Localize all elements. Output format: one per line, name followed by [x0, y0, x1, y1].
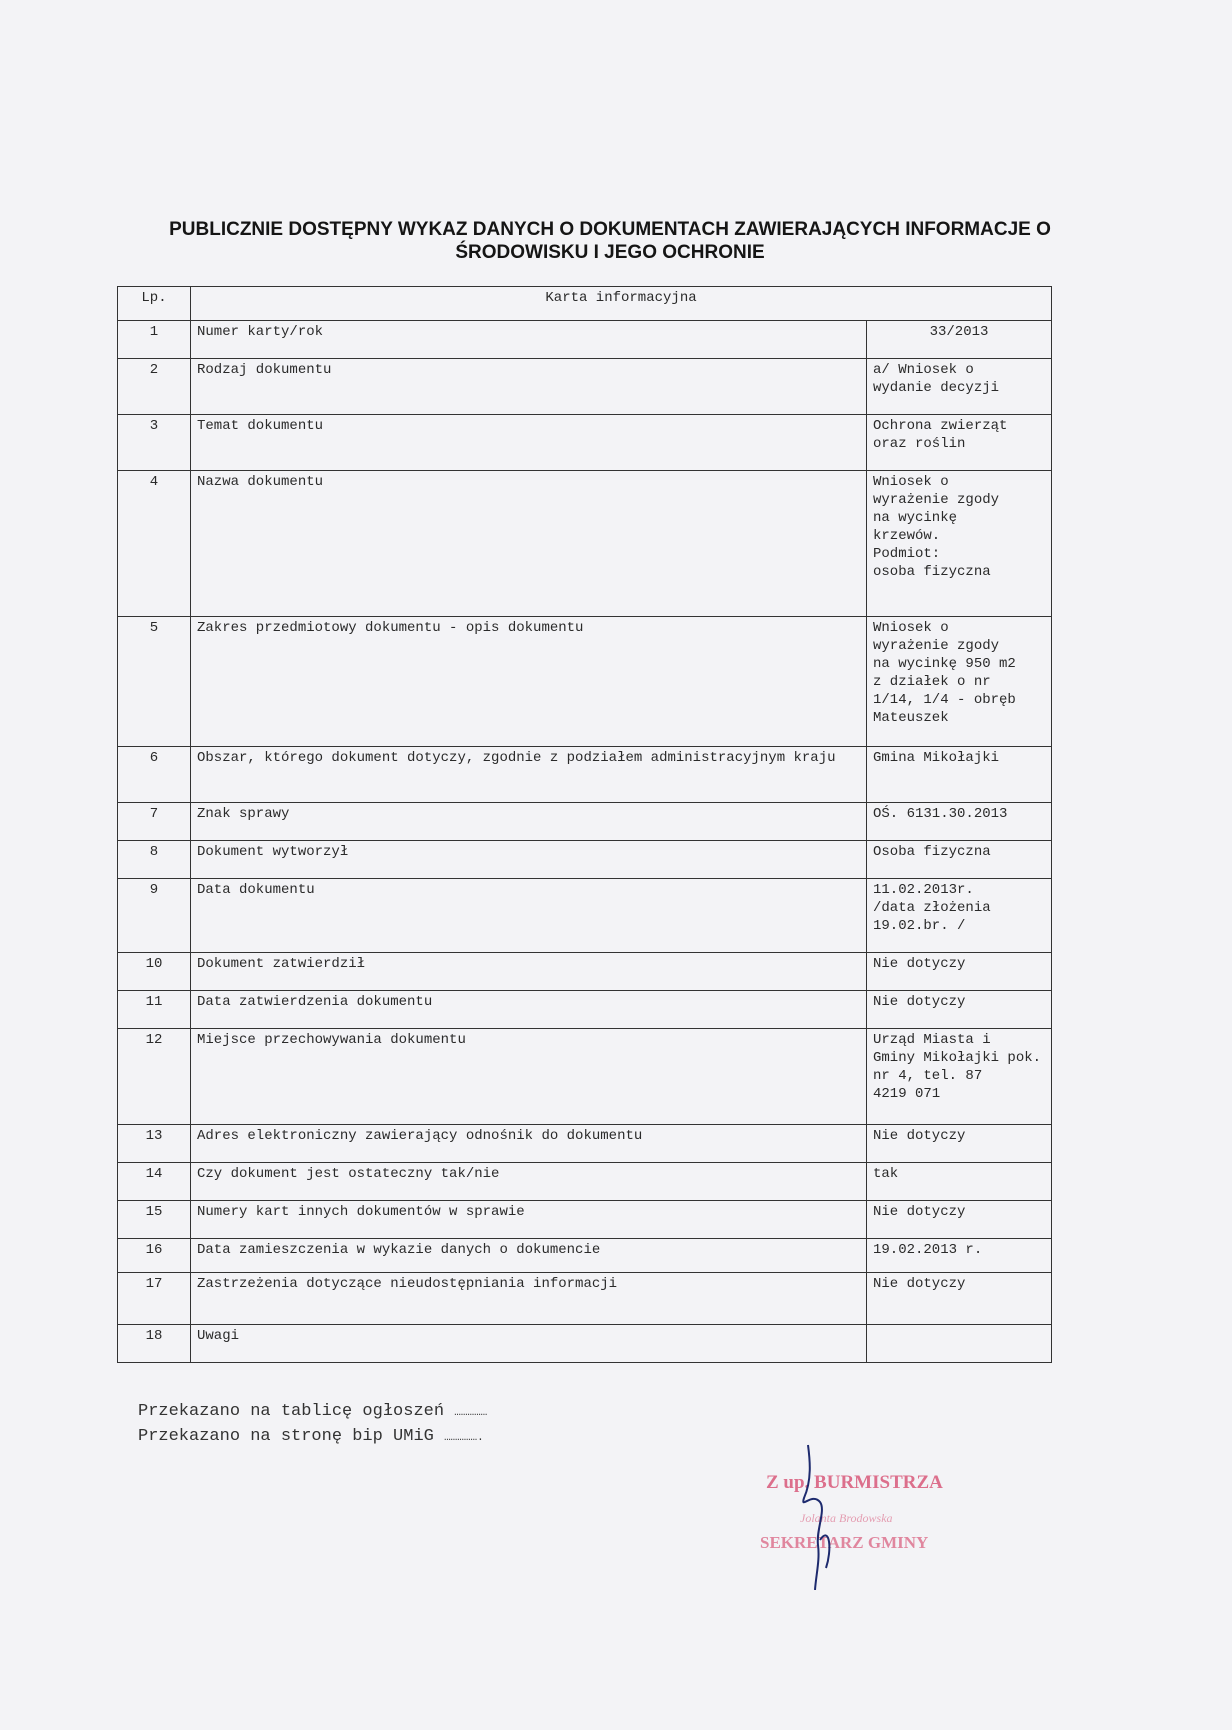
row-number: 11 [118, 991, 191, 1029]
header-karta: Karta informacyjna [191, 287, 1052, 321]
row-label: Data zamieszczenia w wykazie danych o dokumencie [191, 1239, 867, 1273]
row-value: 11.02.2013r. /data złożenia 19.02.br. / [867, 879, 1052, 953]
row-label: Czy dokument jest ostateczny tak/nie [191, 1163, 867, 1201]
row-number: 12 [118, 1029, 191, 1125]
row-number: 9 [118, 879, 191, 953]
table-row [118, 1125, 1052, 1163]
row-label: Zastrzeżenia dotyczące nieudostępniania informacji [191, 1273, 867, 1325]
row-number: 16 [118, 1239, 191, 1273]
table-row [118, 991, 1052, 1029]
row-value: 33/2013 [867, 321, 1052, 359]
row-value: Nie dotyczy [867, 1201, 1052, 1239]
row-number: 2 [118, 359, 191, 415]
row-number: 4 [118, 471, 191, 617]
row-label: Rodzaj dokumentu [191, 359, 867, 415]
row-number: 3 [118, 415, 191, 471]
row-label: Numer karty/rok [191, 321, 867, 359]
row-value [867, 1325, 1052, 1363]
row-value: Wniosek o wyrażenie zgody na wycinkę 950 m2 z działek o nr 1/14, 1/4 - obręb Mateuszek [867, 617, 1052, 747]
row-label: Dokument wytworzył [191, 841, 867, 879]
footer-notes [138, 1400, 487, 1450]
row-label: Numery kart innych dokumentów w sprawie [191, 1201, 867, 1239]
table-row [118, 1029, 1052, 1125]
row-value: tak [867, 1163, 1052, 1201]
table-row [118, 617, 1052, 747]
row-number: 13 [118, 1125, 191, 1163]
footer-bip-dots: ……………. [444, 1432, 484, 1444]
table-row [118, 415, 1052, 471]
row-label: Miejsce przechowywania dokumentu [191, 1029, 867, 1125]
row-label: Znak sprawy [191, 803, 867, 841]
row-number: 8 [118, 841, 191, 879]
footer-board-dots: …………… [454, 1407, 488, 1419]
row-label: Data dokumentu [191, 879, 867, 953]
stamp-line-sekretarz: SEKRETARZ GMINY [760, 1533, 929, 1552]
row-label: Zakres przedmiotowy dokumentu - opis dokumentu [191, 617, 867, 747]
row-number: 15 [118, 1201, 191, 1239]
document-title: PUBLICZNIE DOSTĘPNY WYKAZ DANYCH O DOKUMENTACH ZAWIERAJĄCYCH INFORMACJE O ŚRODOWISKU I JEGO OCHRONIE [169, 219, 1051, 263]
row-value: Nie dotyczy [867, 991, 1052, 1029]
row-label: Adres elektroniczny zawierający odnośnik do dokumentu [191, 1125, 867, 1163]
row-value: Nie dotyczy [867, 1273, 1052, 1325]
row-label: Obszar, którego dokument dotyczy, zgodnie z podziałem administracyjnym kraju [191, 747, 867, 803]
footer-bip-text: Przekazano na stronę bip UMiG [138, 1427, 434, 1446]
row-value: Urząd Miasta i Gminy Mikołajki pok. nr 4, tel. 87 4219 071 [867, 1029, 1052, 1125]
row-value: Gmina Mikołajki [867, 747, 1052, 803]
row-label: Nazwa dokumentu [191, 471, 867, 617]
row-number: 1 [118, 321, 191, 359]
row-value: a/ Wniosek o wydanie decyzji [867, 359, 1052, 415]
table-row [118, 1163, 1052, 1201]
table-row [118, 803, 1052, 841]
header-lp: Lp. [118, 287, 191, 321]
row-number: 5 [118, 617, 191, 747]
row-label: Data zatwierdzenia dokumentu [191, 991, 867, 1029]
footer-line-bip [138, 1425, 487, 1450]
row-label: Temat dokumentu [191, 415, 867, 471]
official-stamp [760, 1440, 990, 1590]
table-row [118, 879, 1052, 953]
row-value: Wniosek o wyrażenie zgody na wycinkę krzewów. Podmiot: osoba fizyczna [867, 471, 1052, 617]
row-value: Nie dotyczy [867, 1125, 1052, 1163]
info-card-table [117, 286, 1052, 1363]
row-label: Uwagi [191, 1325, 867, 1363]
row-number: 17 [118, 1273, 191, 1325]
row-value: Nie dotyczy [867, 953, 1052, 991]
row-value: OŚ. 6131.30.2013 [867, 803, 1052, 841]
table-row [118, 1201, 1052, 1239]
table-row [118, 359, 1052, 415]
footer-line-board [138, 1400, 487, 1425]
table-row [118, 841, 1052, 879]
row-number: 10 [118, 953, 191, 991]
row-value: Osoba fizyczna [867, 841, 1052, 879]
row-value: 19.02.2013 r. [867, 1239, 1052, 1273]
stamp-line-burmistrz: Z up. BURMISTRZA [766, 1472, 943, 1493]
footer-board-text: Przekazano na tablicę ogłoszeń [138, 1402, 445, 1421]
row-number: 18 [118, 1325, 191, 1363]
table-row [118, 321, 1052, 359]
row-label: Dokument zatwierdził [191, 953, 867, 991]
row-number: 6 [118, 747, 191, 803]
table-row [118, 953, 1052, 991]
row-number: 7 [118, 803, 191, 841]
row-value: Ochrona zwierząt oraz roślin [867, 415, 1052, 471]
table-row [118, 1273, 1052, 1325]
table-header-row [118, 287, 1052, 321]
table-row [118, 1325, 1052, 1363]
table-row [118, 747, 1052, 803]
table-row [118, 471, 1052, 617]
table-row [118, 1239, 1052, 1273]
stamp-name: Jolanta Brodowska [800, 1511, 893, 1525]
row-number: 14 [118, 1163, 191, 1201]
